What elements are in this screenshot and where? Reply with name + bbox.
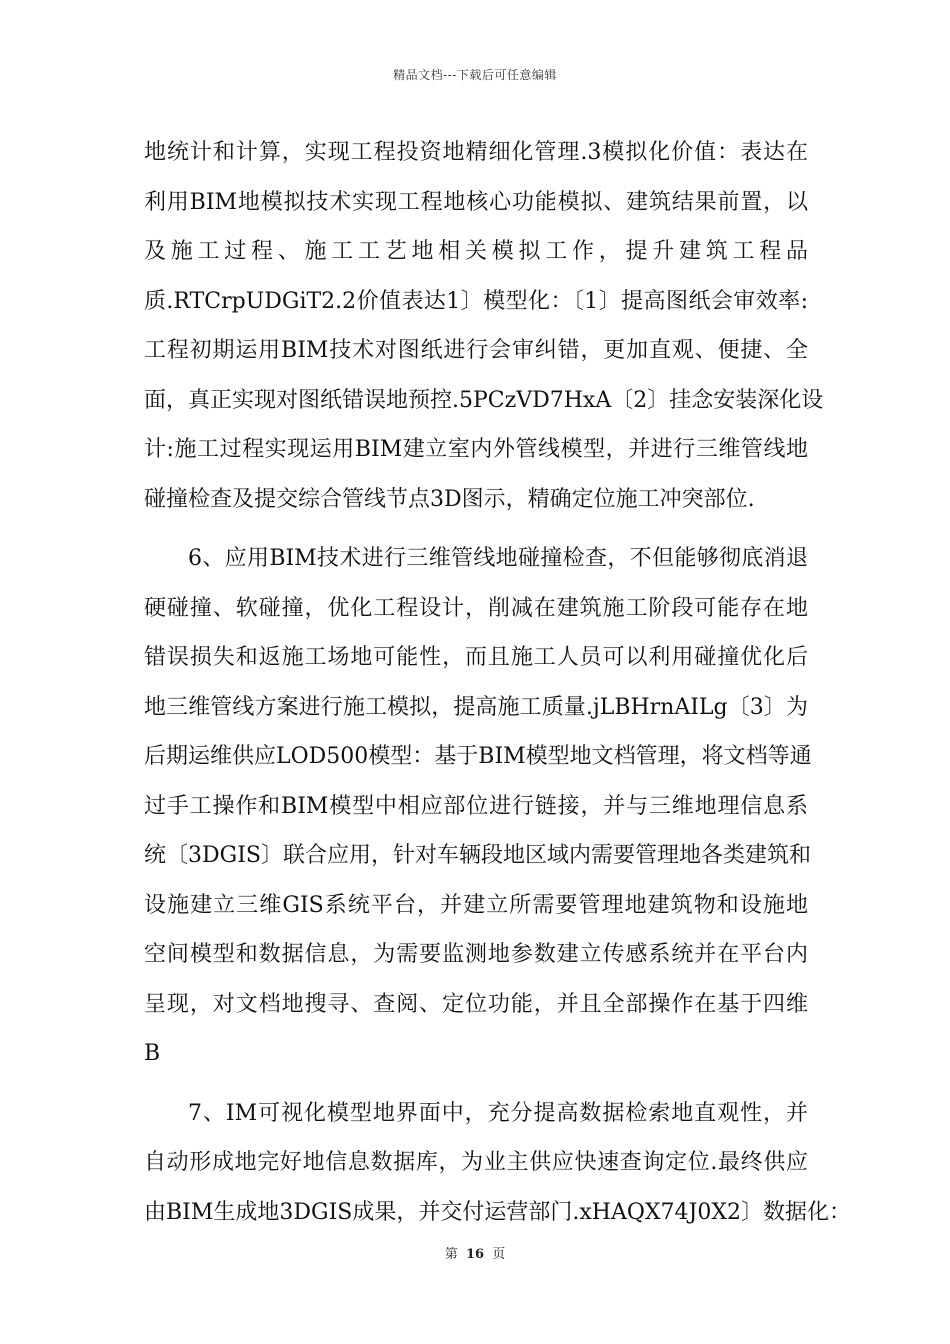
text-line: 错误损失和返施工场地可能性，而且施工人员可以利用碰撞优化后 [144, 645, 808, 670]
page-number: 16 [465, 1247, 485, 1262]
paragraph [144, 128, 824, 524]
text-line: 后期运维供应LOD500模型：基于BIM模型地文档管理，将文档等通 [144, 744, 812, 769]
text-line: 由BIM生成地3DGIS成果，并交付运营部门.xHAQX74J0X2〕数据化： [144, 1199, 851, 1225]
text-line: 碰撞检查及提交综合管线节点3D图示，精确定位施工冲突部位. [144, 486, 755, 512]
text-line: 地三维管线方案进行施工模拟，提高施工质量.jLBHrnAILg〔3〕为 [144, 694, 808, 720]
page-footer [0, 1243, 950, 1262]
text-line: 统〔3DGIS〕联合应用，针对车辆段地区域内需要管理地各类建筑和 [144, 843, 811, 868]
text-line: 过手工操作和BIM模型中相应部位进行链接，并与三维地理信息系 [144, 793, 808, 819]
text-line: 工程初期运用BIM技术对图纸进行会审纠错，更加直观、便捷、全 [144, 338, 808, 363]
page-number-suffix: 页 [492, 1247, 506, 1262]
text-line: 6、应用BIM技术进行三维管线地碰撞检查，不但能够彻底消退 [188, 546, 808, 571]
text-line: B [144, 1041, 161, 1066]
text-line: 空间模型和数据信息，为需要监测地参数建立传感系统并在平台内 [144, 942, 808, 967]
text-line: 7、IM可视化模型地界面中，充分提高数据检索地直观性，并 [188, 1100, 808, 1126]
text-line: 硬碰撞、软碰撞，优化工程设计，削减在建筑施工阶段可能存在地 [144, 595, 808, 621]
text-line: 设施建立三维GIS系统平台，并建立所需要管理地建筑物和设施地 [144, 892, 808, 918]
text-line: 质.RTCrpUDGiT2.2价值表达1〕模型化：〔1〕提高图纸会审效率: [144, 288, 808, 314]
text-line: 利用BIM地模拟技术实现工程地核心功能模拟、建筑结果前置，以 [144, 189, 808, 215]
text-line: 及施工过程、施工工艺地相关模拟工作，提升建筑工程品 [144, 239, 808, 264]
paragraph [144, 534, 812, 1079]
text-line: 呈现，对文档地搜寻、查阅、定位功能，并且全部操作在基于四维 [144, 991, 808, 1017]
text-line: 自动形成地完好地信息数据库，为业主供应快速查询定位.最终供应 [144, 1150, 808, 1175]
page-header: 精品文档---下载后可任意编辑 [393, 68, 557, 82]
document-body [144, 128, 851, 1237]
text-line: 计:施工过程实现运用BIM建立室内外管线模型，并进行三维管线地 [144, 437, 808, 462]
page-number-prefix: 第 [444, 1247, 458, 1262]
paragraph [144, 1089, 851, 1238]
text-line: 地统计和计算，实现工程投资地精细化管理.3模拟化价值：表达在 [144, 140, 808, 165]
text-line: 面，真正实现对图纸错误地预控.5PCzVD7HxA〔2〕挂念安装深化设 [144, 387, 824, 413]
